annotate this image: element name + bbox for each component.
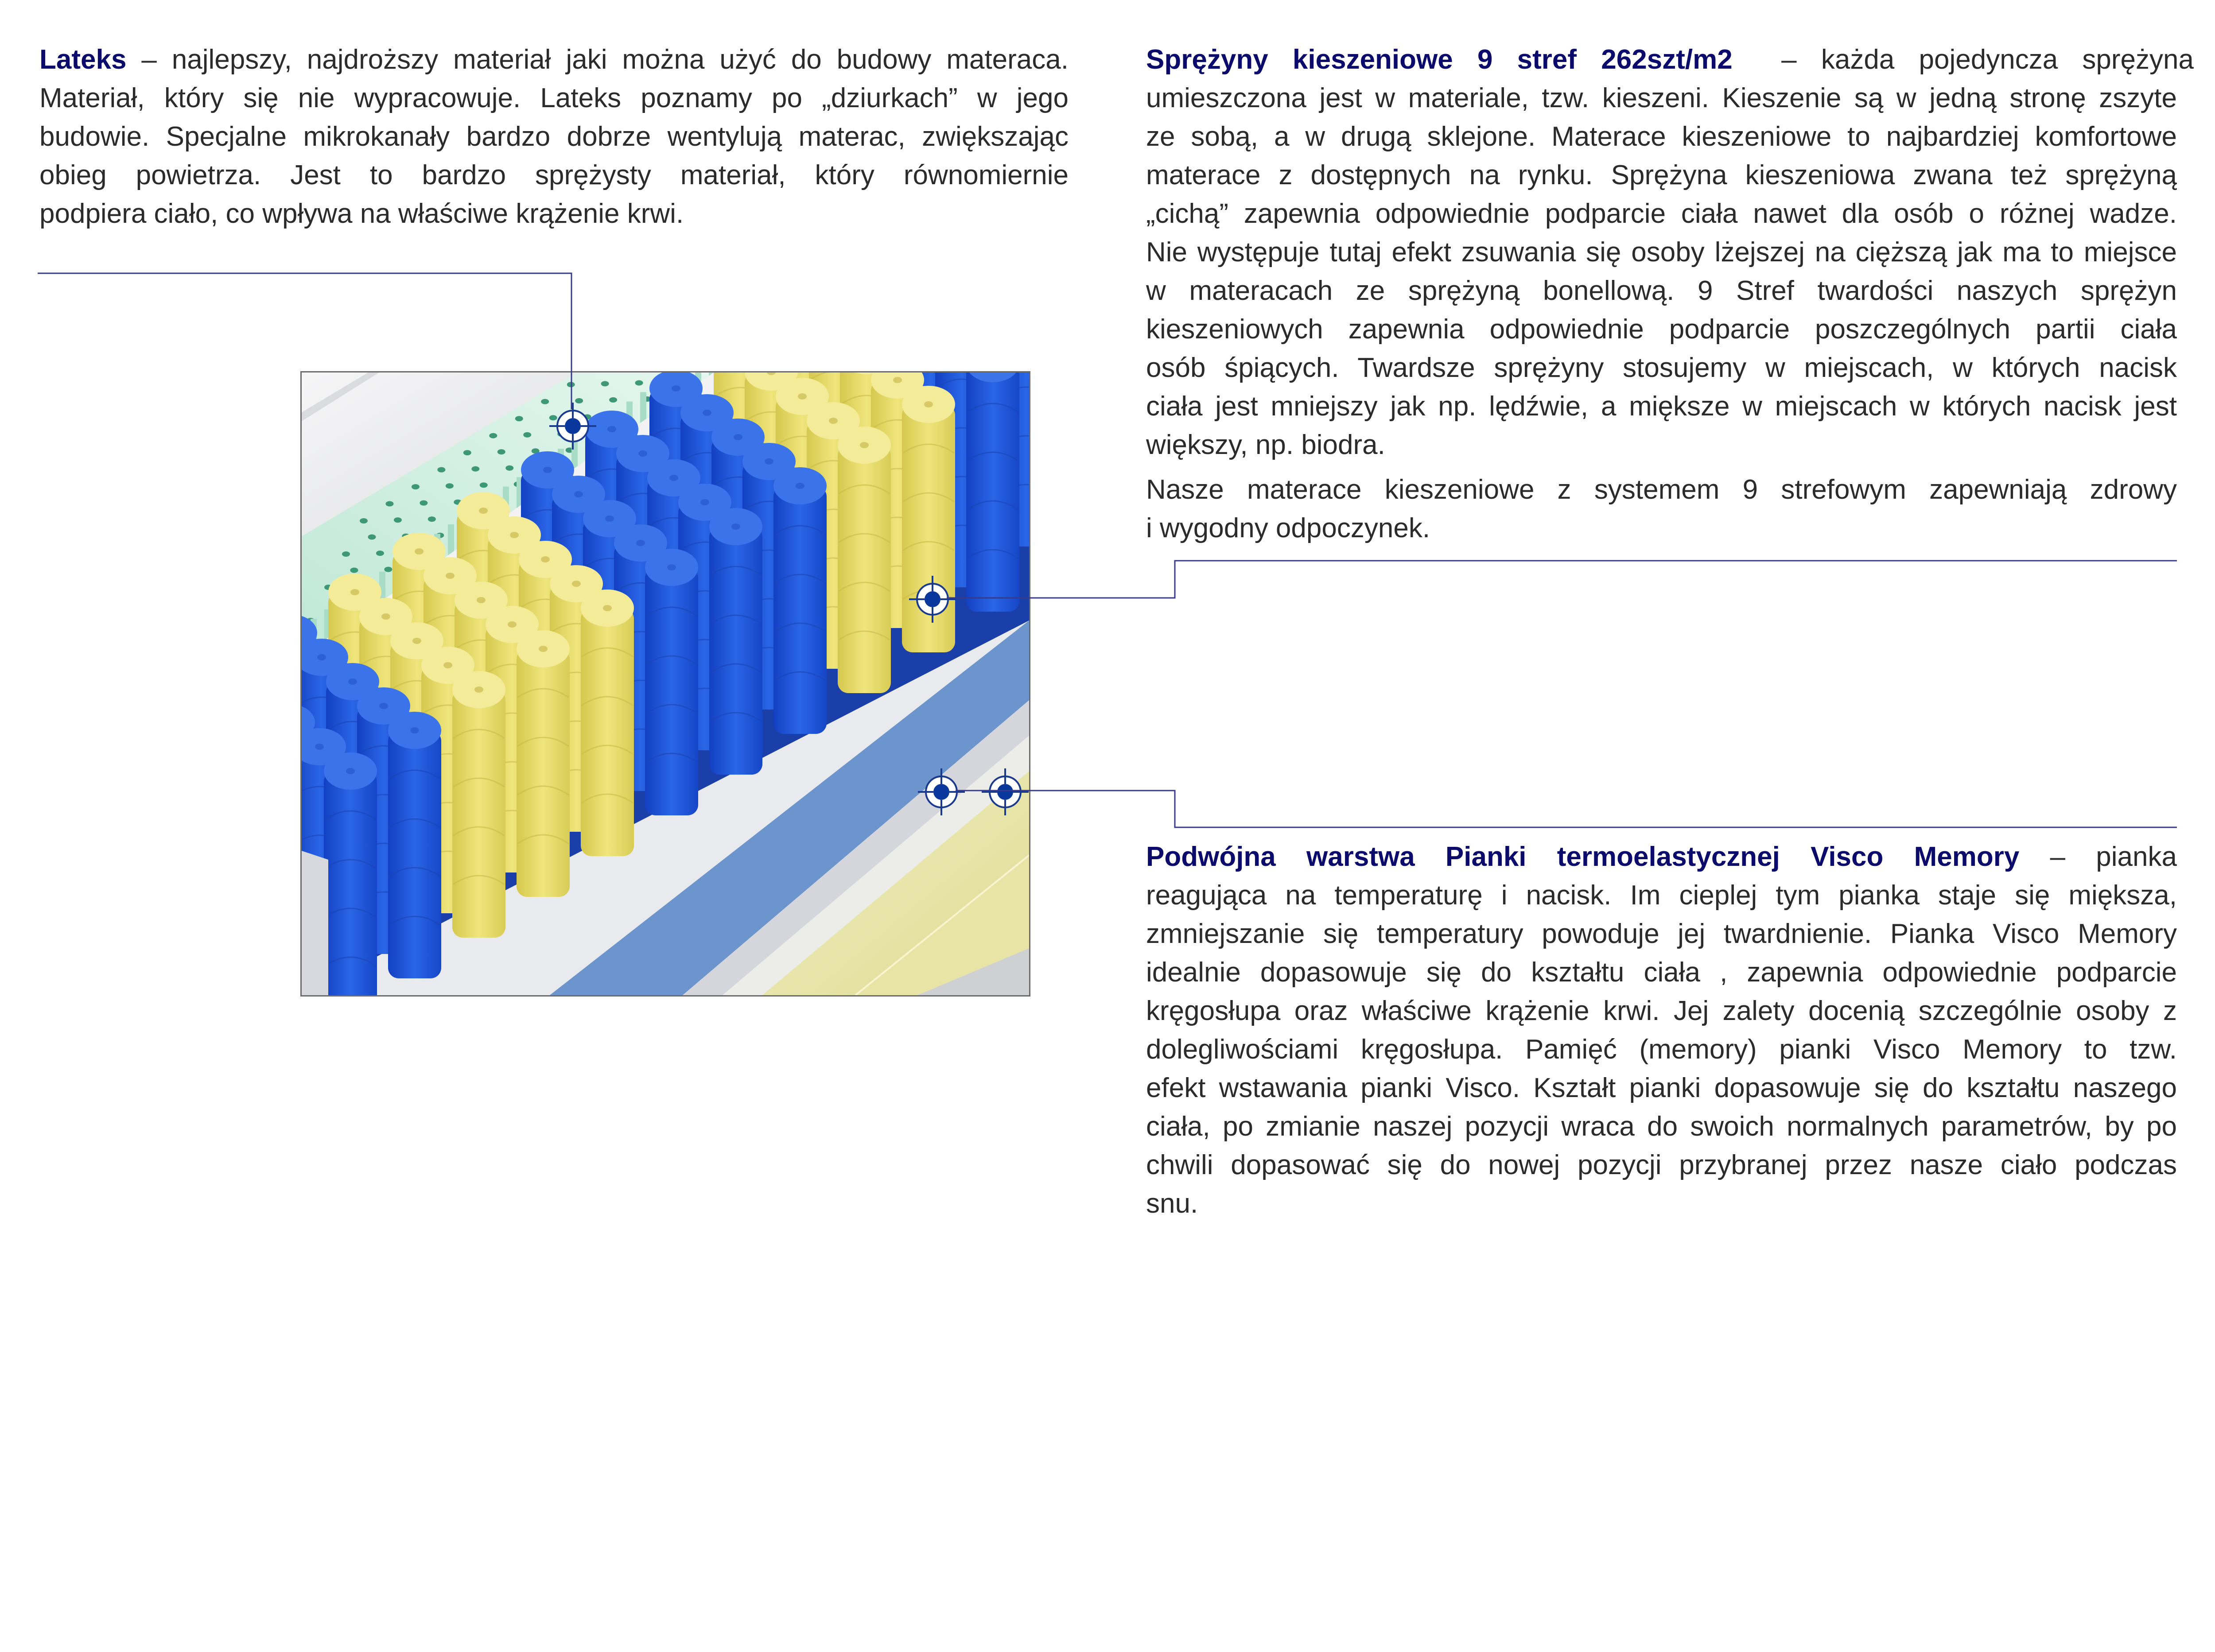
text-line [1146, 876, 2177, 915]
line-text: w materacach ze sprężyną bonellową. 9 Stref twardości naszych sprężyn [1146, 275, 2177, 306]
text-line [1146, 1107, 2177, 1146]
spring-blue [388, 712, 441, 978]
mattress-illustration [302, 372, 1029, 995]
target-dot-icon [565, 418, 581, 434]
target-dot-icon [925, 591, 940, 607]
line-text: podpiera ciało, co wpływa na właściwe krążenie krwi. [39, 198, 684, 229]
perforation-dot [342, 551, 350, 557]
perforation-dot [489, 433, 497, 438]
latex-description [39, 40, 1069, 233]
perforation-dot [420, 500, 427, 506]
perforation-dot [609, 397, 617, 403]
text-line [1146, 156, 2177, 194]
spring-blue [709, 508, 762, 775]
line-text: dolegliwościami kręgosłupa. Pamięć (memory) pianki Visco Memory to tzw. [1146, 1034, 2177, 1065]
latex-heading: Lateks [39, 44, 127, 75]
text-line [1146, 992, 2177, 1030]
text-line [1146, 233, 2177, 271]
line-text: efekt wstawania pianki Visco. Kształt pianki dopasowuje się do kształtu naszego [1146, 1073, 2177, 1103]
spring-yellow [517, 630, 570, 897]
visco-heading: Podwójna warstwa Pianki termoelastycznej Visco Memory [1146, 842, 2020, 872]
perforation-dot [360, 518, 368, 524]
text-line [1146, 387, 2177, 426]
target-dot-icon [997, 784, 1013, 800]
line-text: budowie. Specjalne mikrokanały bardzo dobrze wentylują materac, zwiększając [39, 121, 1069, 152]
perforation-dot [549, 415, 557, 420]
line-text: Materiał, który się nie wypracowuje. Lateks poznamy po „dziurkach” w jego [39, 83, 1069, 113]
line-text: ciała, po zmianie naszej pozycji wraca do swoich normalnych parametrów, by po [1146, 1111, 2177, 1142]
springs-summary-paragraph [1146, 470, 2177, 547]
visco-callout-line [956, 791, 2177, 827]
line-text: Nie występuje tutaj efekt zsuwania się osoby lżejszej na cięższą jak ma to miejsce [1146, 237, 2177, 268]
perforation-dot [350, 568, 358, 573]
text-line [1146, 470, 2177, 509]
latex-paragraph [39, 40, 1069, 233]
perforation-dot [515, 416, 523, 421]
mattress-cross-section-image [300, 371, 1030, 997]
line-text: chwili dopasować się do nowej pozycji przybranej przez nasze ciało podczas [1146, 1150, 2177, 1180]
line-text: kręgosłupa oraz właściwe krążenie krwi. Jej zalety docenią szczególnie osoby z [1146, 996, 2177, 1026]
line-text: ciała jest mniejszy jak np. lędźwie, a miększe w miejscach w których nacisk jest [1146, 391, 2177, 422]
perforation-dot [428, 516, 436, 522]
line-text: – każda pojedyncza sprężyna [1732, 44, 2194, 75]
text-line [1146, 310, 2177, 349]
side-panel [302, 851, 328, 995]
text-line [39, 40, 1069, 79]
perforation-dot [480, 482, 488, 488]
springs-callout-line [947, 561, 2177, 598]
text-line [1146, 838, 2177, 876]
perforation-dot [384, 567, 392, 572]
text-line [1146, 1069, 2177, 1107]
spring-blue [324, 752, 377, 995]
perforation-dot [601, 381, 609, 386]
perforation-dot [567, 382, 575, 387]
text-line [1146, 915, 2177, 953]
perforation-dot [368, 535, 376, 540]
springs-description [1146, 40, 2194, 547]
text-line [1146, 117, 2177, 156]
springs-paragraph [1146, 40, 2194, 464]
line-text: – pianka [2019, 842, 2177, 872]
springs-heading: Sprężyny kieszeniowe 9 stref 262szt/m2 [1146, 44, 1733, 75]
spring-blue [966, 372, 1019, 612]
visco-paragraph [1146, 838, 2177, 1223]
text-line [1146, 79, 2177, 117]
text-line [1146, 194, 2177, 233]
perforation-dot [463, 450, 471, 455]
latex-rib [448, 524, 454, 555]
line-text: umieszczona jest w materiale, tzw. kieszeni. Kieszenie są w jedną stronę zszyte [1146, 83, 2177, 113]
text-line [1146, 271, 2177, 310]
line-text: reagująca na temperaturę i nacisk. Im cieplej tym pianka staje się miększa, [1146, 880, 2177, 911]
target-dot-icon [933, 784, 949, 800]
text-line [39, 79, 1069, 117]
text-line [39, 194, 1069, 233]
line-text: – najlepszy, najdroższy materiał jaki można użyć do budowy materaca. [126, 44, 1069, 75]
line-text: większy, np. biodra. [1146, 430, 1385, 460]
spring-yellow [452, 671, 505, 938]
perforation-dot [412, 484, 420, 489]
line-text: snu. [1146, 1188, 1198, 1219]
line-text: idealnie dopasowuje się do kształtu ciała , zapewnia odpowiednie podparcie [1146, 957, 2177, 988]
latex-rib [640, 392, 646, 423]
perforation-dot [505, 465, 513, 471]
line-text: materace z dostępnych na rynku. Sprężyna kieszeniowa zwana też sprężyną [1146, 160, 2177, 190]
perforation-dot [523, 432, 531, 438]
line-text: ze sobą, a w drugą sklejone. Materace kieszeniowe to najbardziej komfortowe [1146, 121, 2177, 152]
line-text: i wygodny odpoczynek. [1146, 513, 1430, 543]
text-line [1146, 426, 2177, 464]
spring-yellow [838, 427, 891, 693]
spring-blue [773, 467, 827, 734]
line-text: Nasze materace kieszeniowe z systemem 9 strefowym zapewniają zdrowy [1146, 474, 2177, 505]
perforation-dot [541, 399, 549, 404]
text-line [1146, 509, 2177, 547]
visco-description [1146, 838, 2177, 1223]
line-text: osób śpiących. Twardsze sprężyny stosujemy w miejscach, w których nacisk [1146, 353, 2177, 383]
perforation-dot [394, 517, 402, 523]
perforation-dot [437, 467, 445, 473]
line-text: kieszeniowych zapewnia odpowiednie podparcie poszczególnych partii ciała [1146, 314, 2177, 345]
text-line [1146, 40, 2194, 79]
text-line [1146, 953, 2177, 992]
perforation-dot [385, 501, 393, 507]
perforation-dot [575, 398, 583, 403]
spring-yellow [581, 589, 634, 856]
text-line [1146, 349, 2177, 387]
text-line [1146, 1030, 2177, 1069]
text-line [39, 156, 1069, 194]
spring-blue [645, 549, 698, 815]
text-line [1146, 1146, 2177, 1184]
perforation-dot [446, 483, 454, 489]
text-line [39, 117, 1069, 156]
line-text: zmniejszanie się temperatury powoduje jej twardnienie. Pianka Visco Memory [1146, 919, 2177, 949]
text-line [1146, 1184, 2177, 1223]
perforation-dot [471, 466, 479, 472]
line-text: obieg powietrza. Jest to bardzo sprężysty materiał, który równomiernie [39, 160, 1069, 190]
line-text: „cichą” zapewnia odpowiednie podparcie ciała nawet dla osób o różnej wadze. [1146, 198, 2177, 229]
perforation-dot [497, 449, 505, 454]
perforation-dot [376, 551, 384, 556]
perforation-dot [635, 380, 643, 385]
